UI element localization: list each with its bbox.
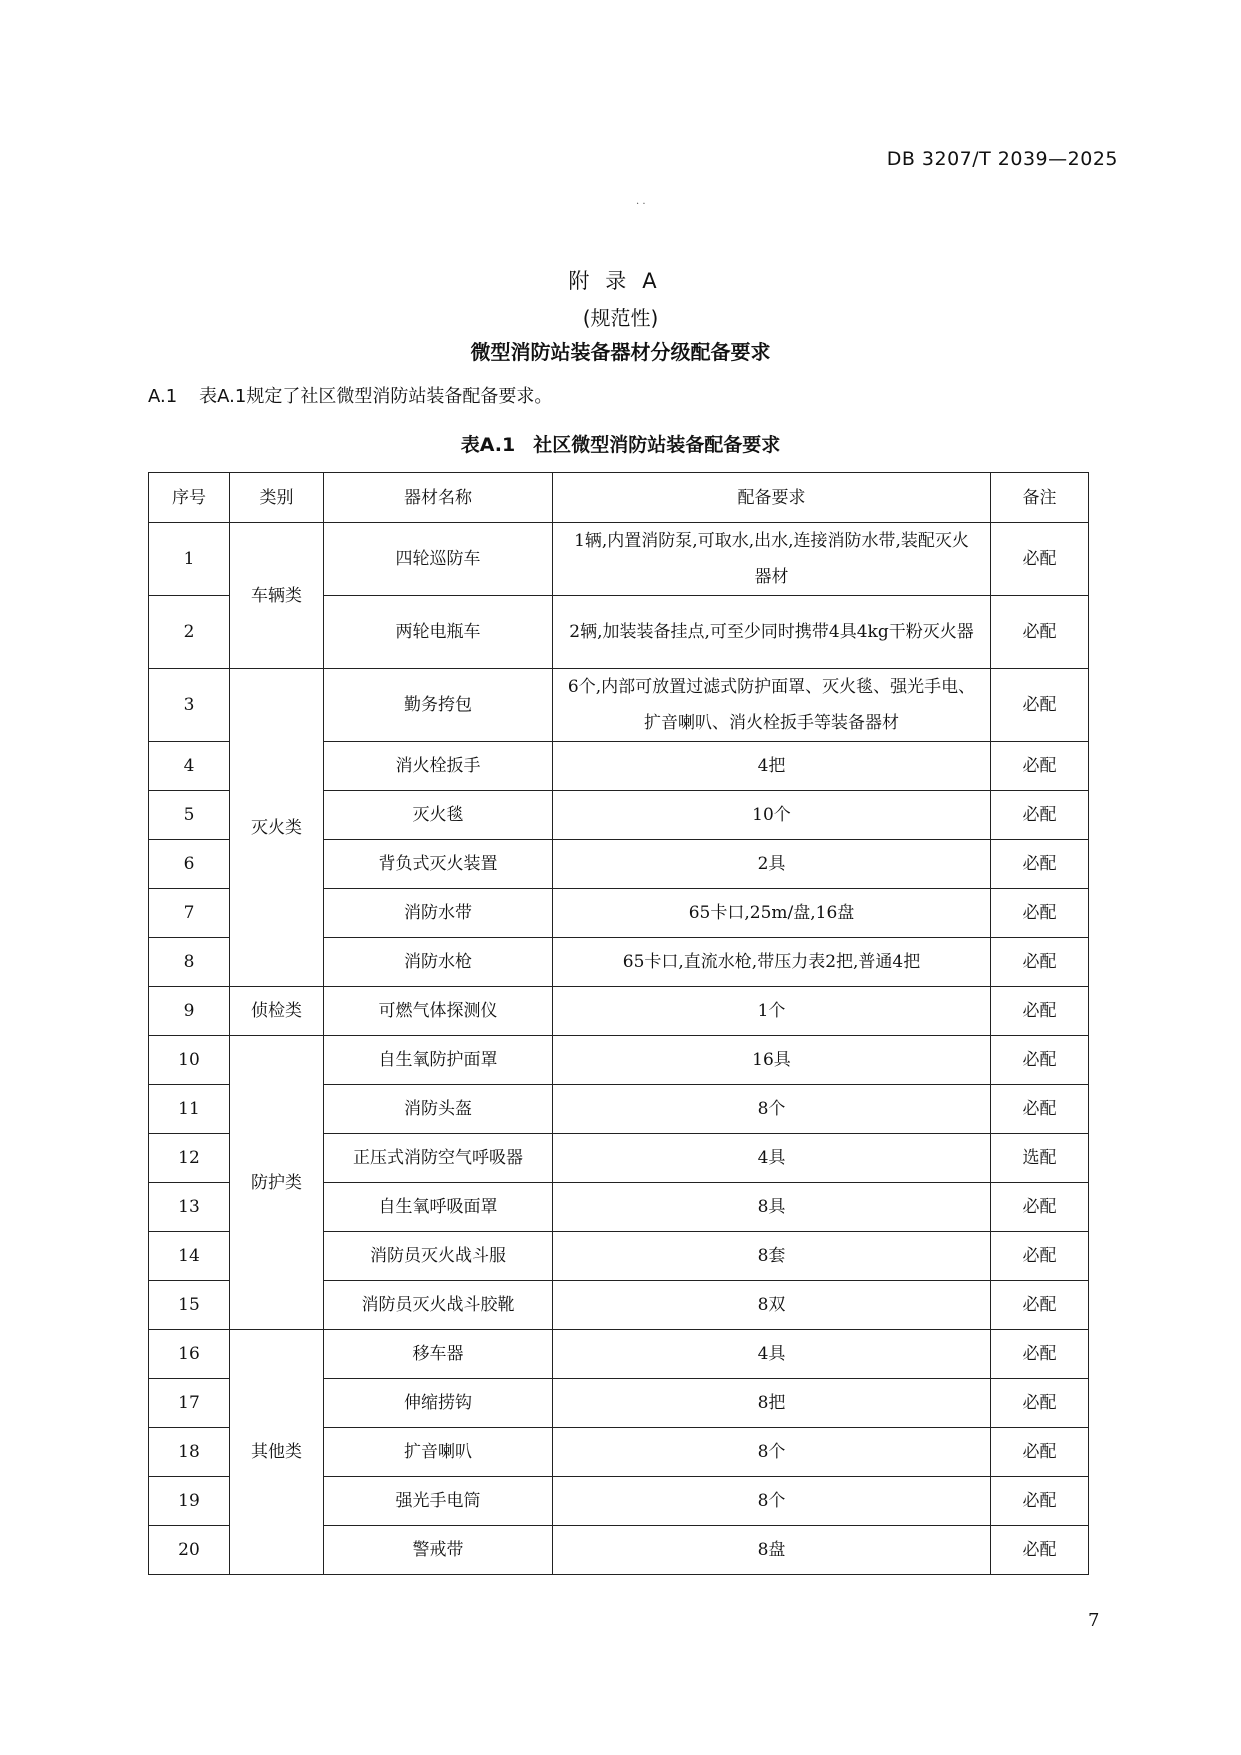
cell-category: 灭火类 bbox=[230, 669, 324, 987]
cell-requirement: 1个 bbox=[553, 987, 991, 1036]
cell-note: 必配 bbox=[991, 791, 1089, 840]
cell-name: 消防水枪 bbox=[324, 938, 553, 987]
cell-name: 灭火毯 bbox=[324, 791, 553, 840]
cell-no: 19 bbox=[149, 1477, 230, 1526]
cell-no: 2 bbox=[149, 596, 230, 669]
cell-no: 1 bbox=[149, 523, 230, 596]
cell-requirement: 8把 bbox=[553, 1379, 991, 1428]
cell-name: 自生氧防护面罩 bbox=[324, 1036, 553, 1085]
cell-name: 消防员灭火战斗胶靴 bbox=[324, 1281, 553, 1330]
cell-requirement: 8个 bbox=[553, 1085, 991, 1134]
document-id: DB 3207/T 2039—2025 bbox=[886, 148, 1118, 170]
cell-name: 伸缩捞钩 bbox=[324, 1379, 553, 1428]
cell-category: 防护类 bbox=[230, 1036, 324, 1330]
cell-no: 12 bbox=[149, 1134, 230, 1183]
table-header-row bbox=[149, 473, 1089, 523]
cell-no: 8 bbox=[149, 938, 230, 987]
cell-no: 9 bbox=[149, 987, 230, 1036]
cell-name: 勤务挎包 bbox=[324, 669, 553, 742]
cell-note: 必配 bbox=[991, 1232, 1089, 1281]
cell-no: 11 bbox=[149, 1085, 230, 1134]
cell-no: 4 bbox=[149, 742, 230, 791]
table-row bbox=[149, 987, 1089, 1036]
cell-note: 必配 bbox=[991, 987, 1089, 1036]
cell-note: 必配 bbox=[991, 1379, 1089, 1428]
appendix-heading: 微型消防站装备器材分级配备要求 bbox=[470, 340, 771, 364]
cell-no: 7 bbox=[149, 889, 230, 938]
clause-a1 bbox=[148, 382, 552, 408]
cell-note: 必配 bbox=[991, 1183, 1089, 1232]
header-marks: . . bbox=[636, 196, 646, 207]
cell-requirement: 1辆,内置消防泵,可取水,出水,连接消防水带,装配灭火器材 bbox=[553, 523, 991, 596]
cell-note: 必配 bbox=[991, 938, 1089, 987]
cell-note: 必配 bbox=[991, 596, 1089, 669]
cell-note: 必配 bbox=[991, 1526, 1089, 1575]
cell-no: 3 bbox=[149, 669, 230, 742]
cell-note: 必配 bbox=[991, 1477, 1089, 1526]
header-requirement: 配备要求 bbox=[553, 473, 991, 523]
cell-name: 移车器 bbox=[324, 1330, 553, 1379]
cell-category: 车辆类 bbox=[230, 523, 324, 669]
cell-name: 两轮电瓶车 bbox=[324, 596, 553, 669]
table-caption-number: 表A.1 bbox=[460, 434, 516, 456]
equipment-requirements-table bbox=[148, 472, 1089, 1575]
clause-text: 表A.1规定了社区微型消防站装备配备要求。 bbox=[199, 386, 553, 407]
cell-note: 必配 bbox=[991, 1281, 1089, 1330]
cell-requirement: 8个 bbox=[553, 1477, 991, 1526]
cell-note: 必配 bbox=[991, 669, 1089, 742]
cell-note: 必配 bbox=[991, 1428, 1089, 1477]
cell-requirement: 65卡口,25m/盘,16盘 bbox=[553, 889, 991, 938]
cell-name: 消火栓扳手 bbox=[324, 742, 553, 791]
cell-no: 13 bbox=[149, 1183, 230, 1232]
cell-category: 其他类 bbox=[230, 1330, 324, 1575]
table-row bbox=[149, 1330, 1089, 1379]
table-row bbox=[149, 669, 1089, 742]
page-number: 7 bbox=[1088, 1610, 1100, 1631]
clause-number: A.1 bbox=[148, 386, 178, 407]
cell-no: 18 bbox=[149, 1428, 230, 1477]
cell-name: 可燃气体探测仪 bbox=[324, 987, 553, 1036]
cell-name: 背负式灭火装置 bbox=[324, 840, 553, 889]
table-row bbox=[149, 523, 1089, 596]
cell-name: 警戒带 bbox=[324, 1526, 553, 1575]
cell-requirement: 6个,内部可放置过滤式防护面罩、灭火毯、强光手电、扩音喇叭、消火栓扳手等装备器材 bbox=[553, 669, 991, 742]
appendix-title: 附录A bbox=[568, 269, 673, 293]
header-category: 类别 bbox=[230, 473, 324, 523]
cell-name: 正压式消防空气呼吸器 bbox=[324, 1134, 553, 1183]
cell-requirement: 8双 bbox=[553, 1281, 991, 1330]
cell-note: 必配 bbox=[991, 1036, 1089, 1085]
cell-no: 15 bbox=[149, 1281, 230, 1330]
cell-note: 必配 bbox=[991, 1330, 1089, 1379]
cell-requirement: 65卡口,直流水枪,带压力表2把,普通4把 bbox=[553, 938, 991, 987]
cell-note: 必配 bbox=[991, 840, 1089, 889]
cell-no: 16 bbox=[149, 1330, 230, 1379]
cell-no: 20 bbox=[149, 1526, 230, 1575]
table-caption-text: 社区微型消防站装备配备要求 bbox=[533, 434, 781, 456]
cell-requirement: 16具 bbox=[553, 1036, 991, 1085]
cell-name: 扩音喇叭 bbox=[324, 1428, 553, 1477]
cell-note: 必配 bbox=[991, 889, 1089, 938]
cell-requirement: 8盘 bbox=[553, 1526, 991, 1575]
cell-name: 强光手电筒 bbox=[324, 1477, 553, 1526]
appendix-nature: (规范性) bbox=[582, 306, 659, 330]
cell-note: 必配 bbox=[991, 742, 1089, 791]
cell-requirement: 8个 bbox=[553, 1428, 991, 1477]
cell-requirement: 8套 bbox=[553, 1232, 991, 1281]
cell-category: 侦检类 bbox=[230, 987, 324, 1036]
cell-requirement: 2辆,加装装备挂点,可至少同时携带4具4kg干粉灭火器 bbox=[553, 596, 991, 669]
header-no: 序号 bbox=[149, 473, 230, 523]
cell-requirement: 10个 bbox=[553, 791, 991, 840]
header-equipment-name: 器材名称 bbox=[324, 473, 553, 523]
cell-note: 选配 bbox=[991, 1134, 1089, 1183]
cell-note: 必配 bbox=[991, 523, 1089, 596]
cell-requirement: 8具 bbox=[553, 1183, 991, 1232]
cell-requirement: 4把 bbox=[553, 742, 991, 791]
cell-note: 必配 bbox=[991, 1085, 1089, 1134]
cell-name: 自生氧呼吸面罩 bbox=[324, 1183, 553, 1232]
cell-requirement: 2具 bbox=[553, 840, 991, 889]
cell-no: 17 bbox=[149, 1379, 230, 1428]
cell-no: 5 bbox=[149, 791, 230, 840]
table-row bbox=[149, 1036, 1089, 1085]
cell-name: 四轮巡防车 bbox=[324, 523, 553, 596]
header-note: 备注 bbox=[991, 473, 1089, 523]
cell-no: 10 bbox=[149, 1036, 230, 1085]
cell-no: 6 bbox=[149, 840, 230, 889]
cell-no: 14 bbox=[149, 1232, 230, 1281]
cell-requirement: 4具 bbox=[553, 1134, 991, 1183]
cell-requirement: 4具 bbox=[553, 1330, 991, 1379]
cell-name: 消防员灭火战斗服 bbox=[324, 1232, 553, 1281]
table-caption bbox=[0, 430, 1241, 457]
cell-name: 消防水带 bbox=[324, 889, 553, 938]
cell-name: 消防头盔 bbox=[324, 1085, 553, 1134]
